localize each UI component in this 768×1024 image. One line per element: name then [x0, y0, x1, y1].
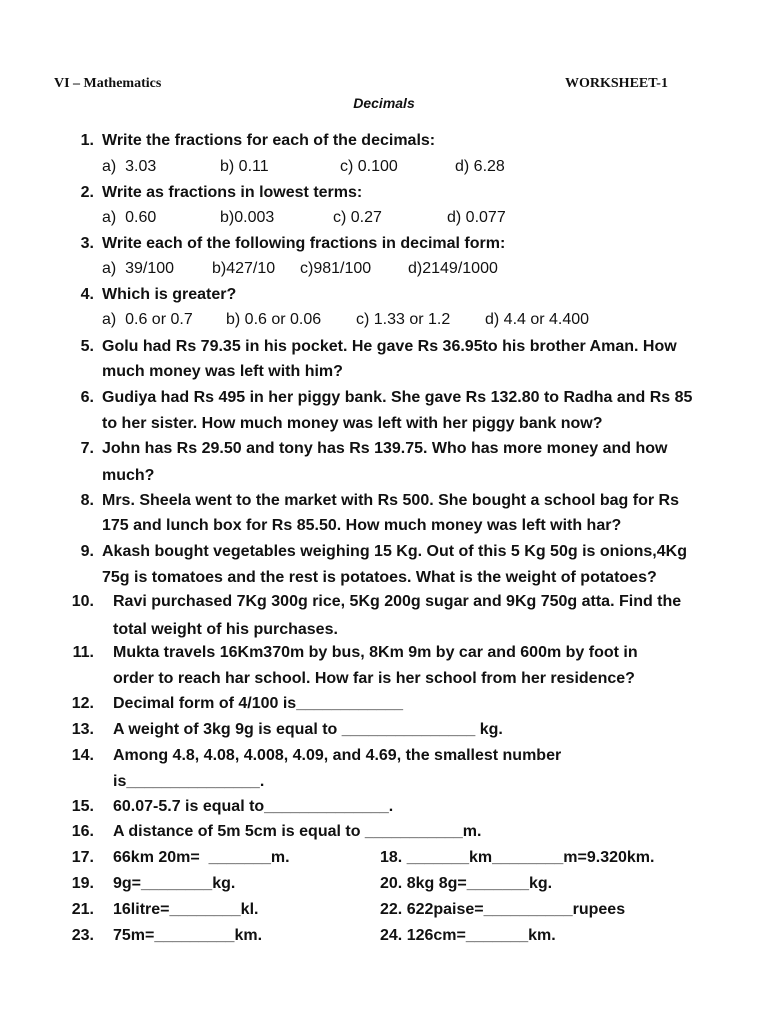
- answer-option: c)981/100: [300, 260, 372, 277]
- answer-option: a) 0.60: [102, 209, 157, 226]
- question-number: 12.: [71, 695, 94, 712]
- question-text: Mukta travels 16Km370m by bus, 8Km 9m by car and 600m by foot in: [113, 644, 638, 661]
- answer-option: d) 4.4 or 4.400: [485, 311, 590, 328]
- question-number: 8.: [80, 492, 94, 509]
- question-text: 22. 622paise=__________rupees: [380, 901, 626, 918]
- question-text: 18. _______km________m=9.320km.: [380, 849, 655, 866]
- answer-option: b) 0.6 or 0.06: [226, 311, 322, 328]
- answer-option: d)2149/1000: [408, 260, 498, 277]
- subject-header: VI – Mathematics: [54, 76, 162, 91]
- answer-option: c) 0.100: [340, 158, 398, 175]
- question-text: 75g is tomatoes and the rest is potatoes. What is the weight of potatoes?: [102, 569, 657, 586]
- question-number: 11.: [72, 644, 94, 661]
- question-text: Write each of the following fractions in decimal form:: [102, 235, 506, 252]
- question-text: Decimal form of 4/100 is____________: [113, 695, 403, 712]
- question-number: 9.: [80, 543, 94, 560]
- question-text: 66km 20m= _______m.: [113, 849, 290, 866]
- question-number: 3.: [80, 235, 94, 252]
- question-text: 9g=________kg.: [113, 875, 236, 892]
- question-text: 175 and lunch box for Rs 85.50. How much money was left with har?: [102, 517, 622, 534]
- question-text: 24. 126cm=_______km.: [380, 927, 556, 944]
- answer-option: a) 39/100: [102, 260, 175, 277]
- answer-option: a) 3.03: [102, 158, 157, 175]
- question-number: 7.: [80, 440, 94, 457]
- question-number: 5.: [80, 338, 94, 355]
- question-text: A weight of 3kg 9g is equal to _______________ kg.: [113, 721, 503, 738]
- question-text: Which is greater?: [102, 286, 237, 303]
- question-number: 1.: [80, 132, 94, 149]
- question-number: 17.: [71, 849, 94, 866]
- question-number: 15.: [71, 798, 94, 815]
- answer-option: d) 6.28: [455, 158, 505, 175]
- question-number: 4.: [80, 286, 94, 303]
- question-number: 13.: [71, 721, 94, 738]
- question-text: Write the fractions for each of the decimals:: [102, 132, 436, 149]
- question-number: 6.: [80, 389, 94, 406]
- question-text: 60.07-5.7 is equal to______________.: [113, 798, 394, 815]
- question-text: to her sister. How much money was left with her piggy bank now?: [102, 415, 603, 432]
- question-number: 16.: [71, 823, 94, 840]
- answer-option: a) 0.6 or 0.7: [102, 311, 193, 328]
- question-number: 21.: [71, 901, 94, 918]
- question-text: Golu had Rs 79.35 in his pocket. He gave Rs 36.95to his brother Aman. How: [102, 338, 677, 355]
- question-text: order to reach har school. How far is her school from her residence?: [113, 670, 635, 687]
- question-text: Write as fractions in lowest terms:: [102, 184, 363, 201]
- question-number: 14.: [71, 747, 94, 764]
- question-text: John has Rs 29.50 and tony has Rs 139.75. Who has more money and how: [102, 440, 668, 457]
- worksheet-title: Decimals: [353, 95, 415, 111]
- question-text: 75m=_________km.: [113, 927, 263, 944]
- question-text: Akash bought vegetables weighing 15 Kg. Out of this 5 Kg 50g is onions,4Kg: [102, 543, 687, 560]
- answer-option: b)427/10: [212, 260, 276, 277]
- question-text: is_______________.: [113, 773, 265, 790]
- answer-option: d) 0.077: [447, 209, 506, 226]
- question-number: 19.: [71, 875, 94, 892]
- answer-option: c) 0.27: [333, 209, 382, 226]
- question-text: much?: [102, 467, 155, 484]
- question-text: Mrs. Sheela went to the market with Rs 500. She bought a school bag for Rs: [102, 492, 679, 509]
- answer-option: b)0.003: [220, 209, 275, 226]
- answer-option: b) 0.11: [220, 158, 269, 175]
- question-text: 16litre=________kl.: [113, 901, 259, 918]
- question-text: 20. 8kg 8g=_______kg.: [380, 875, 553, 892]
- question-text: A distance of 5m 5cm is equal to ___________m.: [113, 823, 482, 840]
- question-number: 10.: [71, 593, 94, 610]
- question-text: much money was left with him?: [102, 363, 343, 380]
- question-text: Ravi purchased 7Kg 300g rice, 5Kg 200g sugar and 9Kg 750g atta. Find the: [113, 593, 682, 610]
- question-text: Gudiya had Rs 495 in her piggy bank. She gave Rs 132.80 to Radha and Rs 85: [102, 389, 693, 406]
- question-text: total weight of his purchases.: [113, 621, 338, 638]
- question-text: Among 4.8, 4.08, 4.008, 4.09, and 4.69, the smallest number: [113, 747, 562, 764]
- question-number: 2.: [80, 184, 94, 201]
- question-number: 23.: [71, 927, 94, 944]
- worksheet-number: WORKSHEET-1: [565, 76, 668, 91]
- answer-option: c) 1.33 or 1.2: [356, 311, 451, 328]
